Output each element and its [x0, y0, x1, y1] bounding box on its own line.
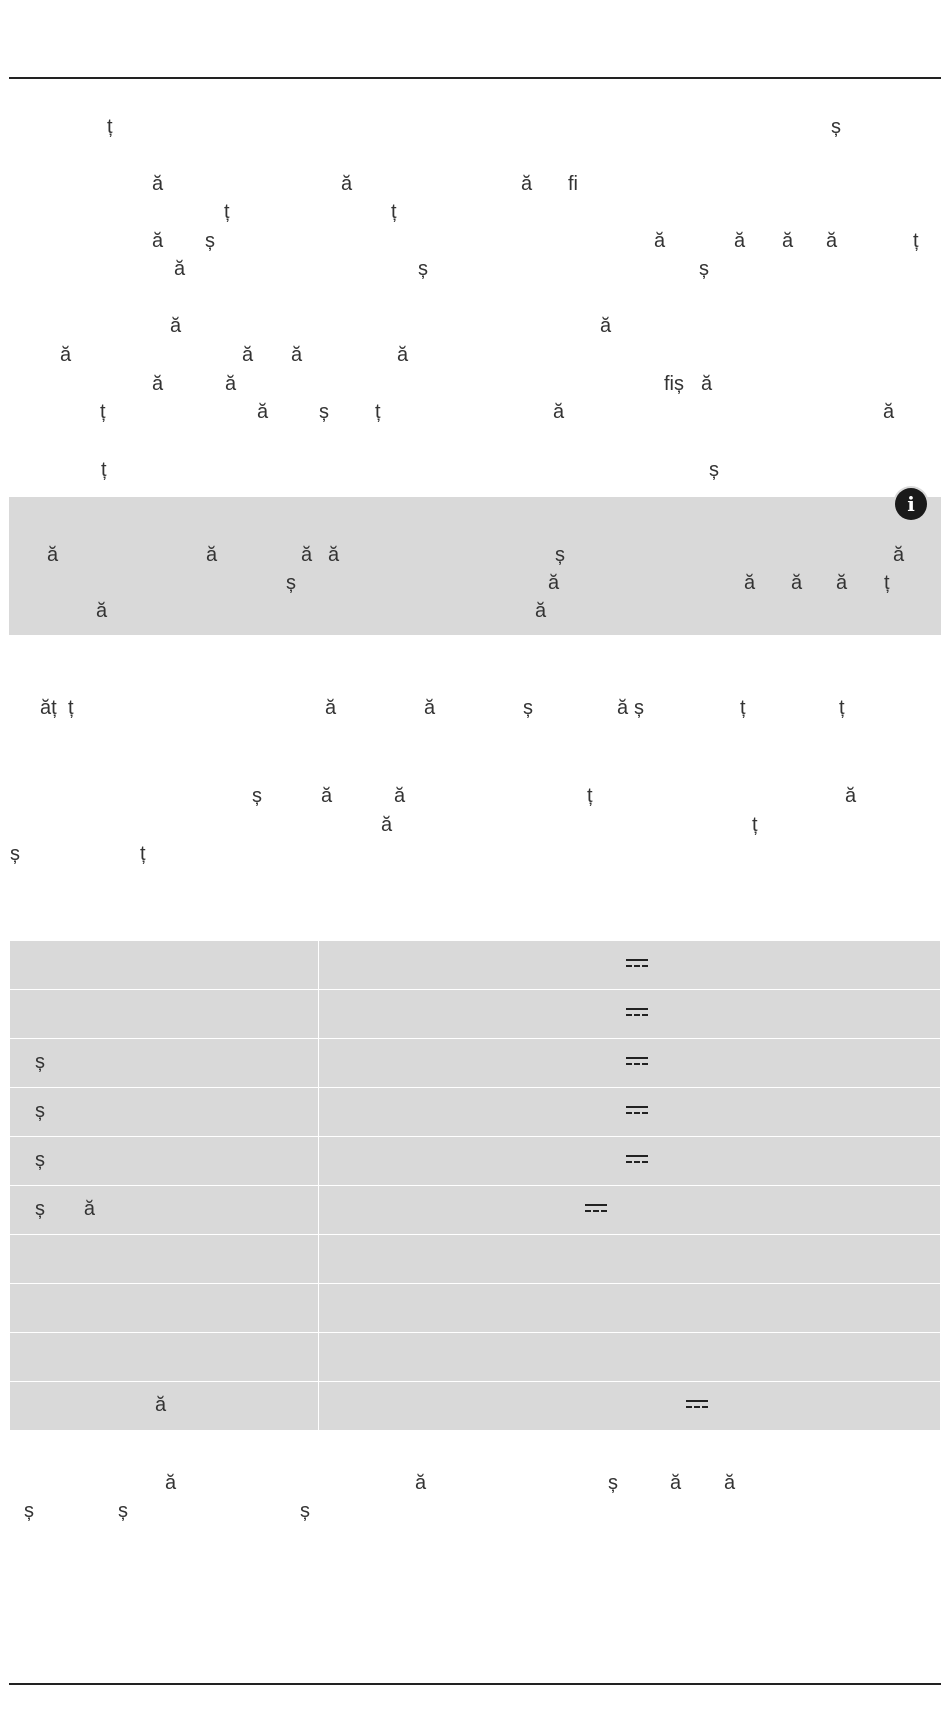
text-fragment: ă — [321, 785, 333, 807]
text-fragment: ț — [884, 572, 890, 594]
text-fragment: ă — [521, 173, 533, 195]
table-value-cell — [319, 1137, 941, 1186]
text-fragment: ă — [152, 230, 164, 252]
text-fragment: ă — [845, 785, 857, 807]
text-fragment: ă — [242, 344, 254, 366]
dc-current-icon — [686, 1400, 708, 1411]
footnote-fragment: ș — [608, 1472, 618, 1494]
section-heading-fragment: ț — [68, 697, 74, 719]
footnote-fragment: ș — [24, 1500, 34, 1522]
table-label-cell — [10, 990, 319, 1039]
table-row — [10, 1137, 941, 1186]
text-fragment: ț — [140, 843, 146, 865]
dc-current-icon — [585, 1204, 607, 1215]
dc-current-icon — [626, 1008, 648, 1019]
text-fragment: ă — [170, 315, 182, 337]
table-label-cell — [10, 1039, 319, 1088]
text-fragment: ă — [152, 173, 164, 195]
text-fragment: ț — [752, 814, 758, 836]
table-value-cell — [319, 1333, 941, 1382]
footnote-fragment: ă — [415, 1472, 427, 1494]
text-fragment: ș — [286, 572, 296, 594]
info-note — [9, 497, 941, 635]
section-heading-fragment: ș — [634, 697, 644, 719]
footer-rule — [9, 1683, 941, 1685]
text-fragment: ă — [394, 785, 406, 807]
text-fragment: ă — [328, 544, 340, 566]
text-fragment: ț — [391, 201, 397, 223]
table-row — [10, 1333, 941, 1382]
dc-current-icon — [626, 1057, 648, 1068]
text-fragment: ă — [734, 230, 746, 252]
text-fragment: ă — [600, 315, 612, 337]
table-label-cell — [10, 1235, 319, 1284]
table-row — [10, 1039, 941, 1088]
text-fragment: ș — [709, 459, 719, 481]
section-heading-fragment: ăț — [40, 697, 57, 719]
dc-current-icon — [626, 1155, 648, 1166]
text-fragment: ț — [101, 459, 107, 481]
table-label-cell — [10, 1137, 319, 1186]
text-fragment: ă — [654, 230, 666, 252]
text-fragment: ă — [744, 572, 756, 594]
info-icon: i — [895, 488, 927, 520]
table-row — [10, 990, 941, 1039]
text-fragment: ț — [913, 230, 919, 252]
section-heading-fragment: ă — [424, 697, 436, 719]
dc-current-icon — [626, 1106, 648, 1117]
text-fragment: ș — [205, 230, 215, 252]
text-fragment: ș — [319, 401, 329, 423]
footnote-fragment: ă — [165, 1472, 177, 1494]
row-label: ș — [35, 1100, 45, 1122]
text-fragment: ș — [252, 785, 262, 807]
text-fragment: ă — [397, 344, 409, 366]
text-fragment: ș — [699, 258, 709, 280]
text-fragment: ț — [100, 401, 106, 423]
table-row — [10, 1088, 941, 1137]
table-row — [10, 1382, 941, 1431]
section-heading-fragment: ț — [839, 697, 845, 719]
text-fragment: ă — [791, 572, 803, 594]
row-label: ș — [35, 1051, 45, 1073]
table-value-cell — [319, 941, 941, 990]
row-label: ă — [155, 1394, 167, 1416]
text-fragment: ă — [701, 373, 713, 395]
table-label-cell — [10, 1333, 319, 1382]
text-fragment: ă — [47, 544, 59, 566]
text-fragment: ă — [893, 544, 905, 566]
text-fragment: ă — [836, 572, 848, 594]
text-fragment: ă — [152, 373, 164, 395]
text-fragment: ă — [826, 230, 838, 252]
row-label: ș — [35, 1149, 45, 1171]
text-fragment: ă — [174, 258, 186, 280]
section-heading-fragment: ț — [740, 697, 746, 719]
text-fragment: ț — [224, 201, 230, 223]
table-value-cell — [319, 1088, 941, 1137]
row-label: ș ă — [35, 1198, 96, 1220]
table-value-cell — [319, 1039, 941, 1088]
text-fragment: ă — [883, 401, 895, 423]
section-heading-fragment: ă — [617, 697, 629, 719]
text-fragment: ă — [206, 544, 218, 566]
table-row — [10, 941, 941, 990]
table-value-cell — [319, 1235, 941, 1284]
text-fragment: ă — [257, 401, 269, 423]
footnote-fragment: ă — [724, 1472, 736, 1494]
table-value-cell — [319, 1284, 941, 1333]
section-heading-fragment: ă — [325, 697, 337, 719]
text-fragment: ă — [548, 572, 560, 594]
table-value-cell — [319, 990, 941, 1039]
table-value-cell — [319, 1382, 941, 1431]
text-fragment: ă — [225, 373, 237, 395]
text-fragment: ă — [782, 230, 794, 252]
text-fragment: ă — [535, 600, 547, 622]
text-fragment: ă — [341, 173, 353, 195]
text-fragment: fi — [568, 173, 578, 195]
text-fragment: ț — [107, 116, 113, 138]
text-fragment: ș — [555, 544, 565, 566]
table-row — [10, 1284, 941, 1333]
table-label-cell — [10, 941, 319, 990]
text-fragment: ă — [291, 344, 303, 366]
spec-table — [9, 940, 941, 1431]
table-label-cell — [10, 1088, 319, 1137]
footnote-fragment: ș — [118, 1500, 128, 1522]
text-fragment: ă — [553, 401, 565, 423]
text-fragment: ă — [60, 344, 72, 366]
table-row — [10, 1235, 941, 1284]
section-heading-fragment: ș — [523, 697, 533, 719]
dc-current-icon — [626, 959, 648, 970]
table-label-cell — [10, 1382, 319, 1431]
table-label-cell — [10, 1186, 319, 1235]
footnote-fragment: ă — [670, 1472, 682, 1494]
table-row — [10, 1186, 941, 1235]
text-fragment: ț — [587, 785, 593, 807]
table-label-cell — [10, 1284, 319, 1333]
text-fragment: fiș — [664, 373, 684, 395]
text-fragment: ă — [301, 544, 313, 566]
header-rule — [9, 77, 941, 79]
text-fragment: ș — [418, 258, 428, 280]
text-fragment: ș — [831, 116, 841, 138]
text-fragment: ă — [381, 814, 393, 836]
text-fragment: ș — [10, 843, 20, 865]
text-fragment: ț — [375, 401, 381, 423]
footnote-fragment: ș — [300, 1500, 310, 1522]
text-fragment: ă — [96, 600, 108, 622]
table-value-cell — [319, 1186, 941, 1235]
